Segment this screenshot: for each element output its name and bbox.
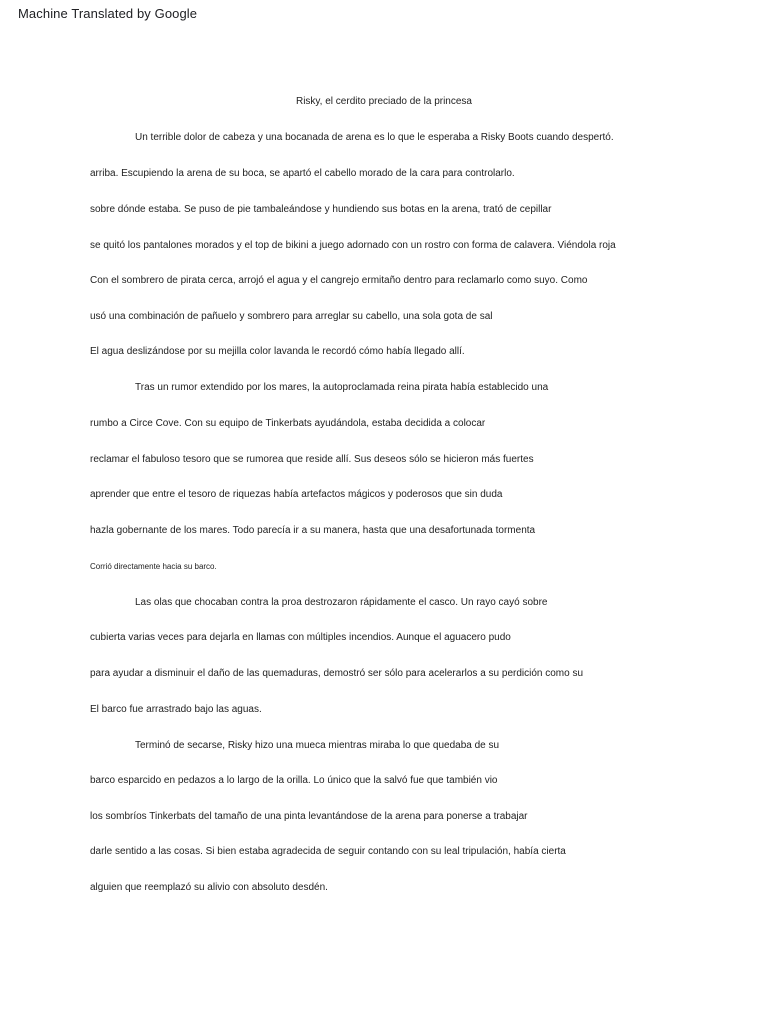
- paragraph-2-line-6: Corrió directamente hacia su barco.: [90, 562, 217, 571]
- paragraph-4-line-1: Terminó de secarse, Risky hizo una mueca mientras miraba lo que quedaba de su: [135, 740, 500, 751]
- paragraph-1-line-3: sobre dónde estaba. Se puso de pie tambaleándose y hundiendo sus botas en la arena, trató de cepillar: [90, 204, 552, 215]
- paragraph-4-line-2: barco esparcido en pedazos a lo largo de la orilla. Lo único que la salvó fue que también vio: [90, 775, 498, 786]
- document-title: Risky, el cerdito preciado de la princesa: [295, 96, 472, 107]
- paragraph-4-line-4: darle sentido a las cosas. Si bien estaba agradecida de seguir contando con su leal tripulación, había cierta: [90, 846, 566, 857]
- paragraph-2-line-2: rumbo a Circe Cove. Con su equipo de Tinkerbats ayudándola, estaba decidida a colocar: [90, 418, 486, 429]
- paragraph-1-line-5: Con el sombrero de pirata cerca, arrojó el agua y el cangrejo ermitaño dentro para reclamarlo como suyo. Como: [90, 275, 588, 286]
- paragraph-3-line-2: cubierta varias veces para dejarla en llamas con múltiples incendios. Aunque el aguacero pudo: [90, 632, 511, 643]
- paragraph-2-line-4: aprender que entre el tesoro de riquezas había artefactos mágicos y poderosos que sin duda: [90, 489, 503, 500]
- paragraph-1-line-4: se quitó los pantalones morados y el top de bikini a juego adornado con un rostro con forma de calavera. Viéndola roja: [90, 240, 616, 251]
- paragraph-3-line-1: Las olas que chocaban contra la proa destrozaron rápidamente el casco. Un rayo cayó sobre: [135, 597, 548, 608]
- paragraph-3-line-4: El barco fue arrastrado bajo las aguas.: [90, 704, 262, 715]
- paragraph-2-line-1: Tras un rumor extendido por los mares, la autoproclamada reina pirata había establecido una: [135, 382, 549, 393]
- paragraph-1-line-1: Un terrible dolor de cabeza y una bocanada de arena es lo que le esperaba a Risky Boots cuando despertó.: [135, 132, 614, 143]
- machine-translation-banner: Machine Translated by Google: [18, 6, 198, 21]
- paragraph-1-line-2: arriba. Escupiendo la arena de su boca, se apartó el cabello morado de la cara para controlarlo.: [90, 168, 515, 179]
- paragraph-2-line-3: reclamar el fabuloso tesoro que se rumorea que reside allí. Sus deseos sólo se hicieron más fuertes: [90, 454, 534, 465]
- paragraph-4-line-3: los sombríos Tinkerbats del tamaño de una pinta levantándose de la arena para ponerse a trabajar: [90, 811, 528, 822]
- paragraph-4-line-5: alguien que reemplazó su alivio con absoluto desdén.: [90, 882, 328, 893]
- paragraph-2-line-5: hazla gobernante de los mares. Todo parecía ir a su manera, hasta que una desafortunada tormenta: [90, 525, 536, 536]
- paragraph-1-line-7: El agua deslizándose por su mejilla color lavanda le recordó cómo había llegado allí.: [90, 346, 465, 357]
- paragraph-3-line-3: para ayudar a disminuir el daño de las quemaduras, demostró ser sólo para acelerarlos a su perdición como su: [90, 668, 584, 679]
- paragraph-1-line-6: usó una combinación de pañuelo y sombrero para arreglar su cabello, una sola gota de sal: [90, 311, 493, 322]
